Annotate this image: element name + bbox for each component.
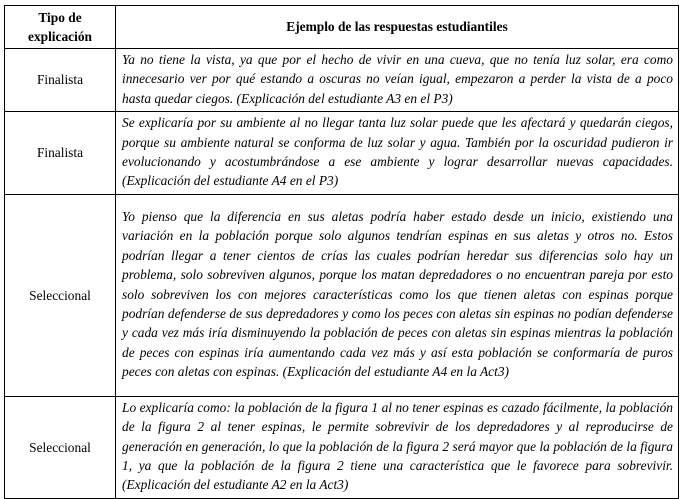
student-response: Lo explicaría como: la población de la figura 1 al no tener espinas es cazado fácilmente, la población de la figura 2 al tener espinas, le permite sobrevivir de los depredadores y al reproducirse de generación en generación, lo que la población de la figura 2 será mayor que la población de la figura 1, ya que la población de la figura 2 tiene una característica que le favorece para sobrevivir. (Explicación del estudiante A2 en la Act3) <box>116 396 679 498</box>
student-response: Ya no tiene la vista, ya que por el hecho de vivir en una cueva, que no tenía luz solar, era como innecesario ver por qué estando a oscuras no veían igual, empezaron a perder la vista de a poco hasta quedar ciegos. (Explicación del estudiante A3 en el P3) <box>116 49 679 112</box>
table-header-row <box>5 6 679 49</box>
student-response: Yo pienso que la diferencia en sus aletas podría haber estado desde un inicio, existiendo una variación en la población porque solo algunos tendrían espinas en sus aletas y otros no. Estos podrían llegar a tener cientos de crías las cuales podrían heredar sus diferencias solo hay un problema, solo sobreviven algunos, porque los matan depredadores o no encuentran pareja por esto solo sobreviven los con mejores características como los que tienen aletas con espinas porque podrían defenderse de sus depredadores y como los peces con aletas sin espinas no podían defenderse y cada vez más iría disminuyendo la población de peces con aletas sin espinas mientras la población de peces con espinas iría aumentando cada vez más y así esta población se conformaría de puros peces con aletas con espinas. (Explicación del estudiante A4 en la Act3) <box>116 194 679 396</box>
table-row <box>5 194 679 396</box>
explanations-table <box>4 5 679 499</box>
explanation-type: Finalista <box>5 112 116 195</box>
student-response: Se explicaría por su ambiente al no llegar tanta luz solar puede que les afectará y quedarán ciegos, porque su ambiente natural se conforma de luz solar y agua. También por la oscuridad pudieron ir evolucionando y acostumbrándose a ese ambiente y lograr desarrollar nuevas capacidades. (Explicación del estudiante A4 en el P3) <box>116 112 679 195</box>
explanation-type: Finalista <box>5 49 116 112</box>
table-row <box>5 396 679 498</box>
table-row <box>5 112 679 195</box>
explanation-type: Seleccional <box>5 194 116 396</box>
table-row <box>5 49 679 112</box>
explanation-type: Seleccional <box>5 396 116 498</box>
header-student-examples: Ejemplo de las respuestas estudiantiles <box>116 6 679 49</box>
header-explanation-type: Tipo de explicación <box>5 6 116 49</box>
